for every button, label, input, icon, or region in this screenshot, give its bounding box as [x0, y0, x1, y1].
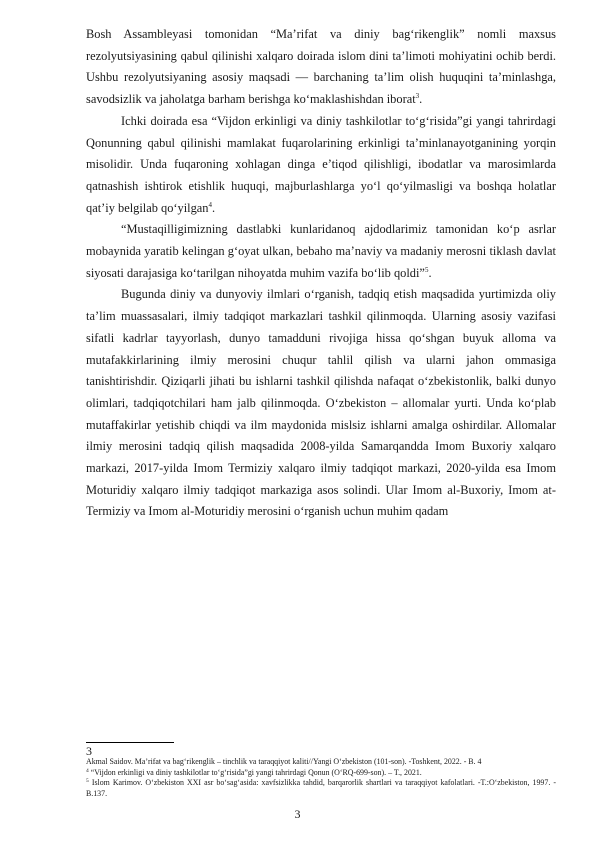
- paragraph-4: Bugunda diniy va dunyoviy ilmlari o‘rganish, tadqiq etish maqsadida yurtimizda oliy ta’lim muassasalari, ilmiy tadqiqot markazlari tashkil qilinmoqda. Ularning asosiy vazifasi sifatli kadrlar tayyorlash, dunyo tamadduni rivojiga hissa qo‘shgan buyuk alloma va mutafakkirlarining ilmiy merosini chuqur tahlil qilish va ularni jahon ommasiga tanishtirishdir. Qiziqarli jihati bu ishlarni tashkil qilishda nafaqat o‘zbekistonlik, balki dunyo olimlari, tadqiqotchilari ham jalb qilinmoqda. O‘zbekiston – allomalar yurti. Unda ko‘plab mutaffakirlar yetishib chiqdi va ilm maydonida mislsiz ishlarni amalga oshirdilar. Allomalar ilmiy merosini tadqiq qilish maqsadida 2008-yilda Samarqandda Imom Buxoriy xalqaro markazi, 2017-yilda Imom Termiziy xalqaro ilmiy tadqiqot markazi, 2020-yilda esa Imom Moturidiy xalqaro ilmiy tadqiqot markaziga asos solindi. Ular Imom al-Buxoriy, Imom at-Termiziy va Imom al-Moturidiy merosini o‘rganish uchun muhim qadam: [86, 287, 556, 519]
- footnote-4-text: “Vijdon erkinligi va diniy tashkilotlar to‘g‘risida”gi yangi tahrirdagi Qonun (O‘RQ-699-son). – T., 2021.: [90, 767, 422, 777]
- main-text: [86, 24, 556, 523]
- paragraph-2-text: Ichki doirada esa “Vijdon erkinligi va diniy tashkilotlar to‘g‘risida”gi yangi tahrirdagi Qonunning qabul qilinishi mamlakat fuqarolarining erkinligi ta’minlanayotganining yorqin misolidir. Unda fuqaroning xohlagan dinga e’tiqod qilishligi, ibodatlar va marosimlarda qatnashish ishtirok etishlik huquqi, majburlashlarga yo‘l qo‘yilmasligi va boshqa holatlar qat’iy belgilab qo‘yilgan: [86, 113, 556, 215]
- footnote-3-text: Akmal Saidov. Ma’rifat va bag‘rikenglik – tinchlik va taraqqiyot kaliti//Yangi O‘zbekiston (101-son). -Toshkent, 2022. - B. 4: [86, 757, 482, 766]
- footnote-4-number: 4: [86, 767, 89, 774]
- paragraph-2: [86, 111, 556, 220]
- paragraph-2-end: .: [212, 200, 216, 215]
- footnote-5-number: 5: [86, 778, 89, 784]
- footnote-5: [86, 778, 556, 799]
- footnote-ref-5[interactable]: 5: [424, 265, 429, 274]
- paragraph-1-end: .: [419, 92, 423, 107]
- footnote-3: [86, 757, 556, 768]
- footnotes: [86, 745, 556, 799]
- paragraph-3-text: “Mustaqilligimizning dastlabki kunlaridanoq ajdodlarimiz tamonidan ko‘p asrlar mobaynida yaratib kelingan g‘oyat ulkan, bebaho ma’naviy va madaniy merosni tiklash davlat siyosati darajasiga ko‘tarilgan nihoyatda muhim vazifa bo‘lib qoldi”: [86, 222, 556, 280]
- paragraph-3: [86, 219, 556, 284]
- paragraph-3-end: .: [428, 265, 432, 280]
- footnote-divider: [86, 742, 174, 743]
- footnote-3-number: 3: [86, 744, 92, 758]
- footnote-5-text: Islom Karimov. O‘zbekiston XXI asr bo‘sag‘asida: xavfsizlikka tahdid, barqarorlik shartlari va taraqqiyot kafolatlari. -T.:O‘zbekiston, 1997. -B.137.: [86, 778, 556, 798]
- page-number: 3: [294, 807, 301, 821]
- paragraph-1: [86, 24, 556, 111]
- paragraph-1-text: Bosh Assambleyasi tomonidan “Ma’rifat va diniy bag‘rikenglik” nomli maxsus rezolyutsiyasining qabul qilinishi xalqaro doirada islom dini ta’limoti mohiyatini ochib berdi. Ushbu rezolyutsiyaning asosiy maqsadi — barchaning ta’lim olish huquqini ta’minlashga, savodsizlik va jaholatga barham berishga ko‘maklashishdan iborat: [86, 27, 556, 107]
- footnote-ref-3[interactable]: 3: [415, 92, 420, 101]
- footnote-4: [86, 768, 556, 779]
- footnote-ref-4[interactable]: 4: [208, 200, 212, 209]
